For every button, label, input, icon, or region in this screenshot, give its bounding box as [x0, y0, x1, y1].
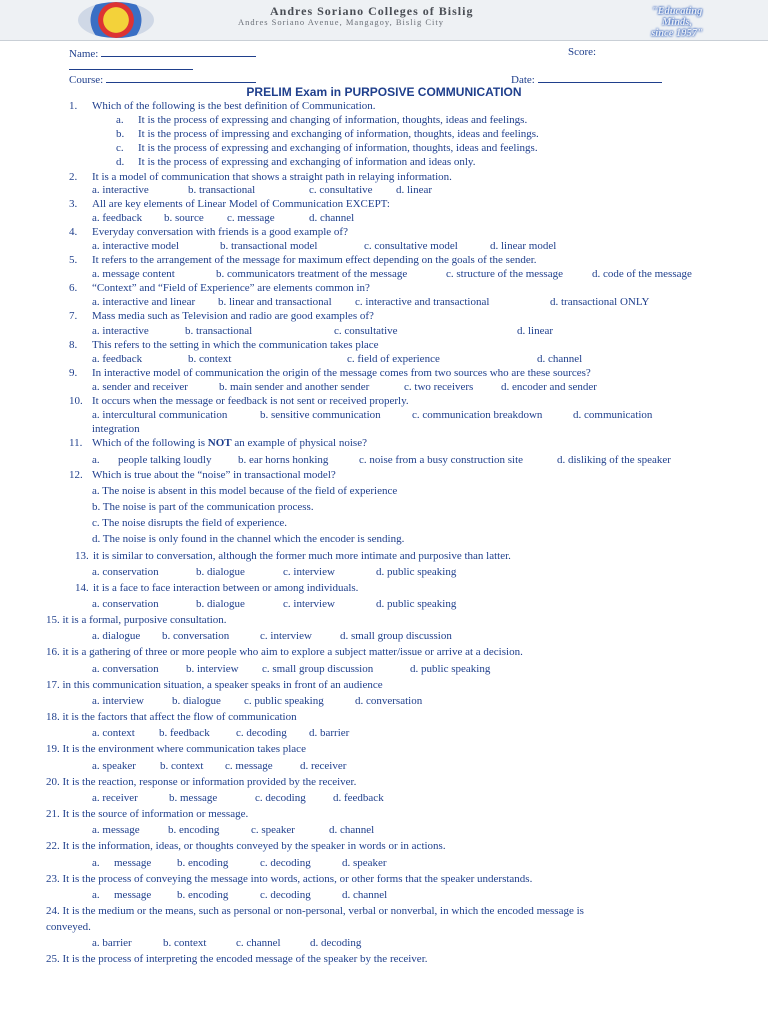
- question-22-option-a[interactable]: message: [114, 857, 152, 869]
- question-24: 24. It is the medium or the means, such as personal or non-personal, verbal or nonverbal, in which the encoded message is: [46, 905, 584, 917]
- name-field: Name:: [69, 46, 256, 61]
- question-19-option-b[interactable]: b. context: [160, 760, 204, 772]
- question-6-option-a[interactable]: a. interactive and linear: [92, 296, 196, 308]
- question-22-option-c[interactable]: c. decoding: [260, 857, 311, 869]
- question-24-option-a[interactable]: a. barrier: [92, 937, 132, 949]
- college-name: Andres Soriano Colleges of Bislig: [270, 4, 474, 18]
- question-18-option-d[interactable]: d. barrier: [309, 727, 350, 739]
- question-2: 2. It is a model of communication that shows a straight path in relaying information.: [69, 171, 452, 183]
- question-8: 8. This refers to the setting in which the communication takes place: [69, 339, 379, 351]
- question-8-option-a[interactable]: a. feedback: [92, 353, 143, 365]
- question-17-option-b[interactable]: b. dialogue: [172, 695, 221, 707]
- question-12: 12. Which is true about the “noise” in transactional model?: [69, 469, 336, 481]
- question-2-option-d[interactable]: d. linear: [396, 184, 433, 196]
- question-17-option-d[interactable]: d. conversation: [355, 695, 423, 707]
- question-1-option-d[interactable]: d. It is the process of expressing and exchanging of information and ideas only.: [116, 156, 476, 168]
- college-motto: "Educating Minds, since 1957": [651, 6, 703, 39]
- question-13-option-c[interactable]: c. interview: [283, 566, 335, 578]
- question-10-option-c[interactable]: c. communication breakdown: [412, 409, 543, 421]
- question-23-option-a[interactable]: message: [114, 889, 152, 901]
- question-21: 21. It is the source of information or message.: [46, 808, 249, 820]
- question-18-option-c[interactable]: c. decoding: [236, 727, 287, 739]
- question-24-option-b[interactable]: b. context: [163, 937, 207, 949]
- question-3-option-d[interactable]: d. channel: [309, 212, 355, 224]
- question-9-option-d[interactable]: d. encoder and sender: [501, 381, 597, 393]
- question-20-option-d[interactable]: d. feedback: [333, 792, 384, 804]
- question-11-option-a[interactable]: people talking loudly: [118, 454, 212, 466]
- question-24-option-d[interactable]: d. decoding: [310, 937, 362, 949]
- name-blank[interactable]: [101, 46, 256, 57]
- question-10-option-a[interactable]: a. intercultural communication: [92, 409, 228, 421]
- question-11: 11. Which of the following is NOT an example of physical noise?: [69, 437, 367, 449]
- question-2-option-c[interactable]: c. consultative: [309, 184, 373, 196]
- question-14-option-a[interactable]: a. conservation: [92, 598, 159, 610]
- college-seal-logo: [78, 2, 154, 38]
- question-20: 20. It is the reaction, response or information provided by the receiver.: [46, 776, 357, 788]
- question-25: 25. It is the process of interpreting the encoded message of the speaker by the receiver.: [46, 953, 428, 965]
- question-24-continued: conveyed.: [46, 921, 91, 933]
- question-14-option-b[interactable]: b. dialogue: [196, 598, 245, 610]
- question-12-option-b[interactable]: b. The noise is part of the communication process.: [92, 501, 314, 513]
- question-22-option-d[interactable]: d. speaker: [342, 857, 387, 869]
- name-blank-continued[interactable]: [69, 59, 193, 70]
- question-19-option-a[interactable]: a. speaker: [92, 760, 136, 772]
- question-5-option-c[interactable]: c. structure of the message: [446, 268, 563, 280]
- question-12-option-d[interactable]: d. The noise is only found in the channel which the encoder is sending.: [92, 533, 405, 545]
- question-1-option-a[interactable]: a. It is the process of expressing and changing of information, thoughts, ideas and feelings.: [116, 114, 528, 126]
- question-8-option-c[interactable]: c. field of experience: [347, 353, 440, 365]
- question-4-option-a[interactable]: a. interactive model: [92, 240, 180, 252]
- college-address: Andres Soriano Avenue, Mangagoy, Bislig City: [238, 17, 444, 27]
- score-field: Score:: [568, 46, 597, 58]
- question-4: 4. Everyday conversation with friends is a good example of?: [69, 226, 348, 238]
- question-17-option-c[interactable]: c. public speaking: [244, 695, 324, 707]
- question-10: 10. It occurs when the message or feedback is not sent or received properly.: [69, 395, 409, 407]
- question-23-option-b[interactable]: b. encoding: [177, 889, 229, 901]
- question-1: 1. Which of the following is the best definition of Communication.: [69, 100, 376, 112]
- course-field: Course:: [69, 72, 256, 87]
- date-field: Date:: [511, 72, 662, 87]
- question-24-option-c[interactable]: c. channel: [236, 937, 281, 949]
- question-13-option-d[interactable]: d. public speaking: [376, 566, 457, 578]
- question-13-option-b[interactable]: b. dialogue: [196, 566, 245, 578]
- question-6-option-b[interactable]: b. linear and transactional: [218, 296, 332, 308]
- question-10-option-d-continued: integration: [92, 423, 140, 435]
- question-7: 7. Mass media such as Television and radio are good examples of?: [69, 310, 374, 322]
- question-13: 13. it is similar to conversation, although the former much more intimate and purposive than latter.: [75, 550, 511, 562]
- question-4-option-b[interactable]: b. transactional model: [220, 240, 318, 252]
- question-15: 15. it is a formal, purposive consultation.: [46, 614, 227, 626]
- question-3: 3. All are key elements of Linear Model of Communication EXCEPT:: [69, 198, 390, 210]
- question-4-option-d[interactable]: d. linear model: [490, 240, 557, 252]
- question-9-option-a[interactable]: a. sender and receiver: [92, 381, 188, 393]
- question-3-option-c[interactable]: c. message: [227, 212, 275, 224]
- question-7-option-a[interactable]: a. interactive: [92, 325, 149, 337]
- question-23: 23. It is the process of conveying the message into words, actions, or other forms that the speaker understands.: [46, 873, 533, 885]
- question-17: 17. in this communication situation, a speaker speaks in front of an audience: [46, 679, 383, 691]
- question-15-option-c[interactable]: c. interview: [260, 630, 312, 642]
- question-6-option-c[interactable]: c. interactive and transactional: [355, 296, 490, 308]
- question-5-option-b[interactable]: b. communicators treatment of the message: [216, 268, 408, 280]
- question-20-option-c[interactable]: c. decoding: [255, 792, 306, 804]
- question-12-option-c[interactable]: c. The noise disrupts the field of experience.: [92, 517, 287, 529]
- question-11-option-d[interactable]: d. disliking of the speaker: [557, 454, 671, 466]
- date-blank[interactable]: [538, 72, 662, 83]
- question-8-option-d[interactable]: d. channel: [537, 353, 583, 365]
- question-15-option-b[interactable]: b. conversation: [162, 630, 230, 642]
- question-18-option-a[interactable]: a. context: [92, 727, 135, 739]
- question-19-option-c[interactable]: c. message: [225, 760, 273, 772]
- question-22: 22. It is the information, ideas, or thoughts conveyed by the speaker in words or in actions.: [46, 840, 446, 852]
- question-23-option-a-letter: a.: [92, 889, 100, 901]
- question-16-option-d[interactable]: d. public speaking: [410, 663, 491, 675]
- question-22-option-a-letter: a.: [92, 857, 100, 869]
- question-21-option-d[interactable]: d. channel: [329, 824, 375, 836]
- question-21-option-a[interactable]: a. message: [92, 824, 140, 836]
- question-6: 6. “Context” and “Field of Experience” are elements common in?: [69, 282, 370, 294]
- question-16: 16. it is a gathering of three or more people who aim to explore a subject matter/issue or arrive at a decision.: [46, 646, 523, 658]
- question-7-option-d[interactable]: d. linear: [517, 325, 554, 337]
- question-11-option-b[interactable]: b. ear horns honking: [238, 454, 329, 466]
- question-17-option-a[interactable]: a. interview: [92, 695, 144, 707]
- question-9: 9. In interactive model of communication the origin of the message comes from two sources who are these sources?: [69, 367, 591, 379]
- question-4-option-c[interactable]: c. consultative model: [364, 240, 458, 252]
- question-11-option-a-letter: a.: [92, 454, 100, 466]
- question-9-option-b[interactable]: b. main sender and another sender: [219, 381, 370, 393]
- question-23-option-c[interactable]: c. decoding: [260, 889, 311, 901]
- question-2-option-a[interactable]: a. interactive: [92, 184, 149, 196]
- exam-title: PRELIM Exam in PURPOSIVE COMMUNICATION: [246, 85, 522, 99]
- question-20-option-a[interactable]: a. receiver: [92, 792, 138, 804]
- question-5-option-a[interactable]: a. message content: [92, 268, 175, 280]
- question-15-option-d[interactable]: d. small group discussion: [340, 630, 452, 642]
- question-10-option-b[interactable]: b. sensitive communication: [260, 409, 381, 421]
- question-3-option-a[interactable]: a. feedback: [92, 212, 143, 224]
- question-14-option-c[interactable]: c. interview: [283, 598, 335, 610]
- question-14-option-d[interactable]: d. public speaking: [376, 598, 457, 610]
- question-5-option-d[interactable]: d. code of the message: [592, 268, 692, 280]
- question-12-option-a[interactable]: a. The noise is absent in this model because of the field of experience: [92, 485, 398, 497]
- question-18: 18. it is the factors that affect the flow of communication: [46, 711, 297, 723]
- question-16-option-a[interactable]: a. conversation: [92, 663, 159, 675]
- question-2-option-b[interactable]: b. transactional: [188, 184, 256, 196]
- question-8-option-b[interactable]: b. context: [188, 353, 232, 365]
- question-11-option-c[interactable]: c. noise from a busy construction site: [359, 454, 524, 466]
- question-18-option-b[interactable]: b. feedback: [159, 727, 210, 739]
- question-6-option-d[interactable]: d. transactional ONLY: [550, 296, 650, 308]
- question-1-option-b[interactable]: b. It is the process of impressing and exchanging of information, thoughts, ideas and feelings.: [116, 128, 539, 140]
- question-10-option-d[interactable]: d. communication: [573, 409, 653, 421]
- question-7-option-b[interactable]: b. transactional: [185, 325, 253, 337]
- course-blank[interactable]: [106, 72, 256, 83]
- question-5: 5. It refers to the arrangement of the message for maximum effect depending on the goals of the sender.: [69, 254, 537, 266]
- question-9-option-c[interactable]: c. two receivers: [404, 381, 474, 393]
- question-22-option-b[interactable]: b. encoding: [177, 857, 229, 869]
- question-21-option-b[interactable]: b. encoding: [168, 824, 220, 836]
- question-7-option-c[interactable]: c. consultative: [334, 325, 398, 337]
- question-16-option-b[interactable]: b. interview: [186, 663, 239, 675]
- question-21-option-c[interactable]: c. speaker: [251, 824, 295, 836]
- question-3-option-b[interactable]: b. source: [164, 212, 204, 224]
- question-1-option-c[interactable]: c. It is the process of expressing and exchanging of information, thoughts, ideas and feelings.: [116, 142, 538, 154]
- question-19-option-d[interactable]: d. receiver: [300, 760, 347, 772]
- question-20-option-b[interactable]: b. message: [169, 792, 218, 804]
- question-19: 19. It is the environment where communication takes place: [46, 743, 306, 755]
- question-13-option-a[interactable]: a. conservation: [92, 566, 159, 578]
- question-23-option-d[interactable]: d. channel: [342, 889, 388, 901]
- header-banner: [0, 0, 768, 41]
- question-14: 14. it is a face to face interaction between or among individuals.: [75, 582, 359, 594]
- question-15-option-a[interactable]: a. dialogue: [92, 630, 141, 642]
- question-16-option-c[interactable]: c. small group discussion: [262, 663, 374, 675]
